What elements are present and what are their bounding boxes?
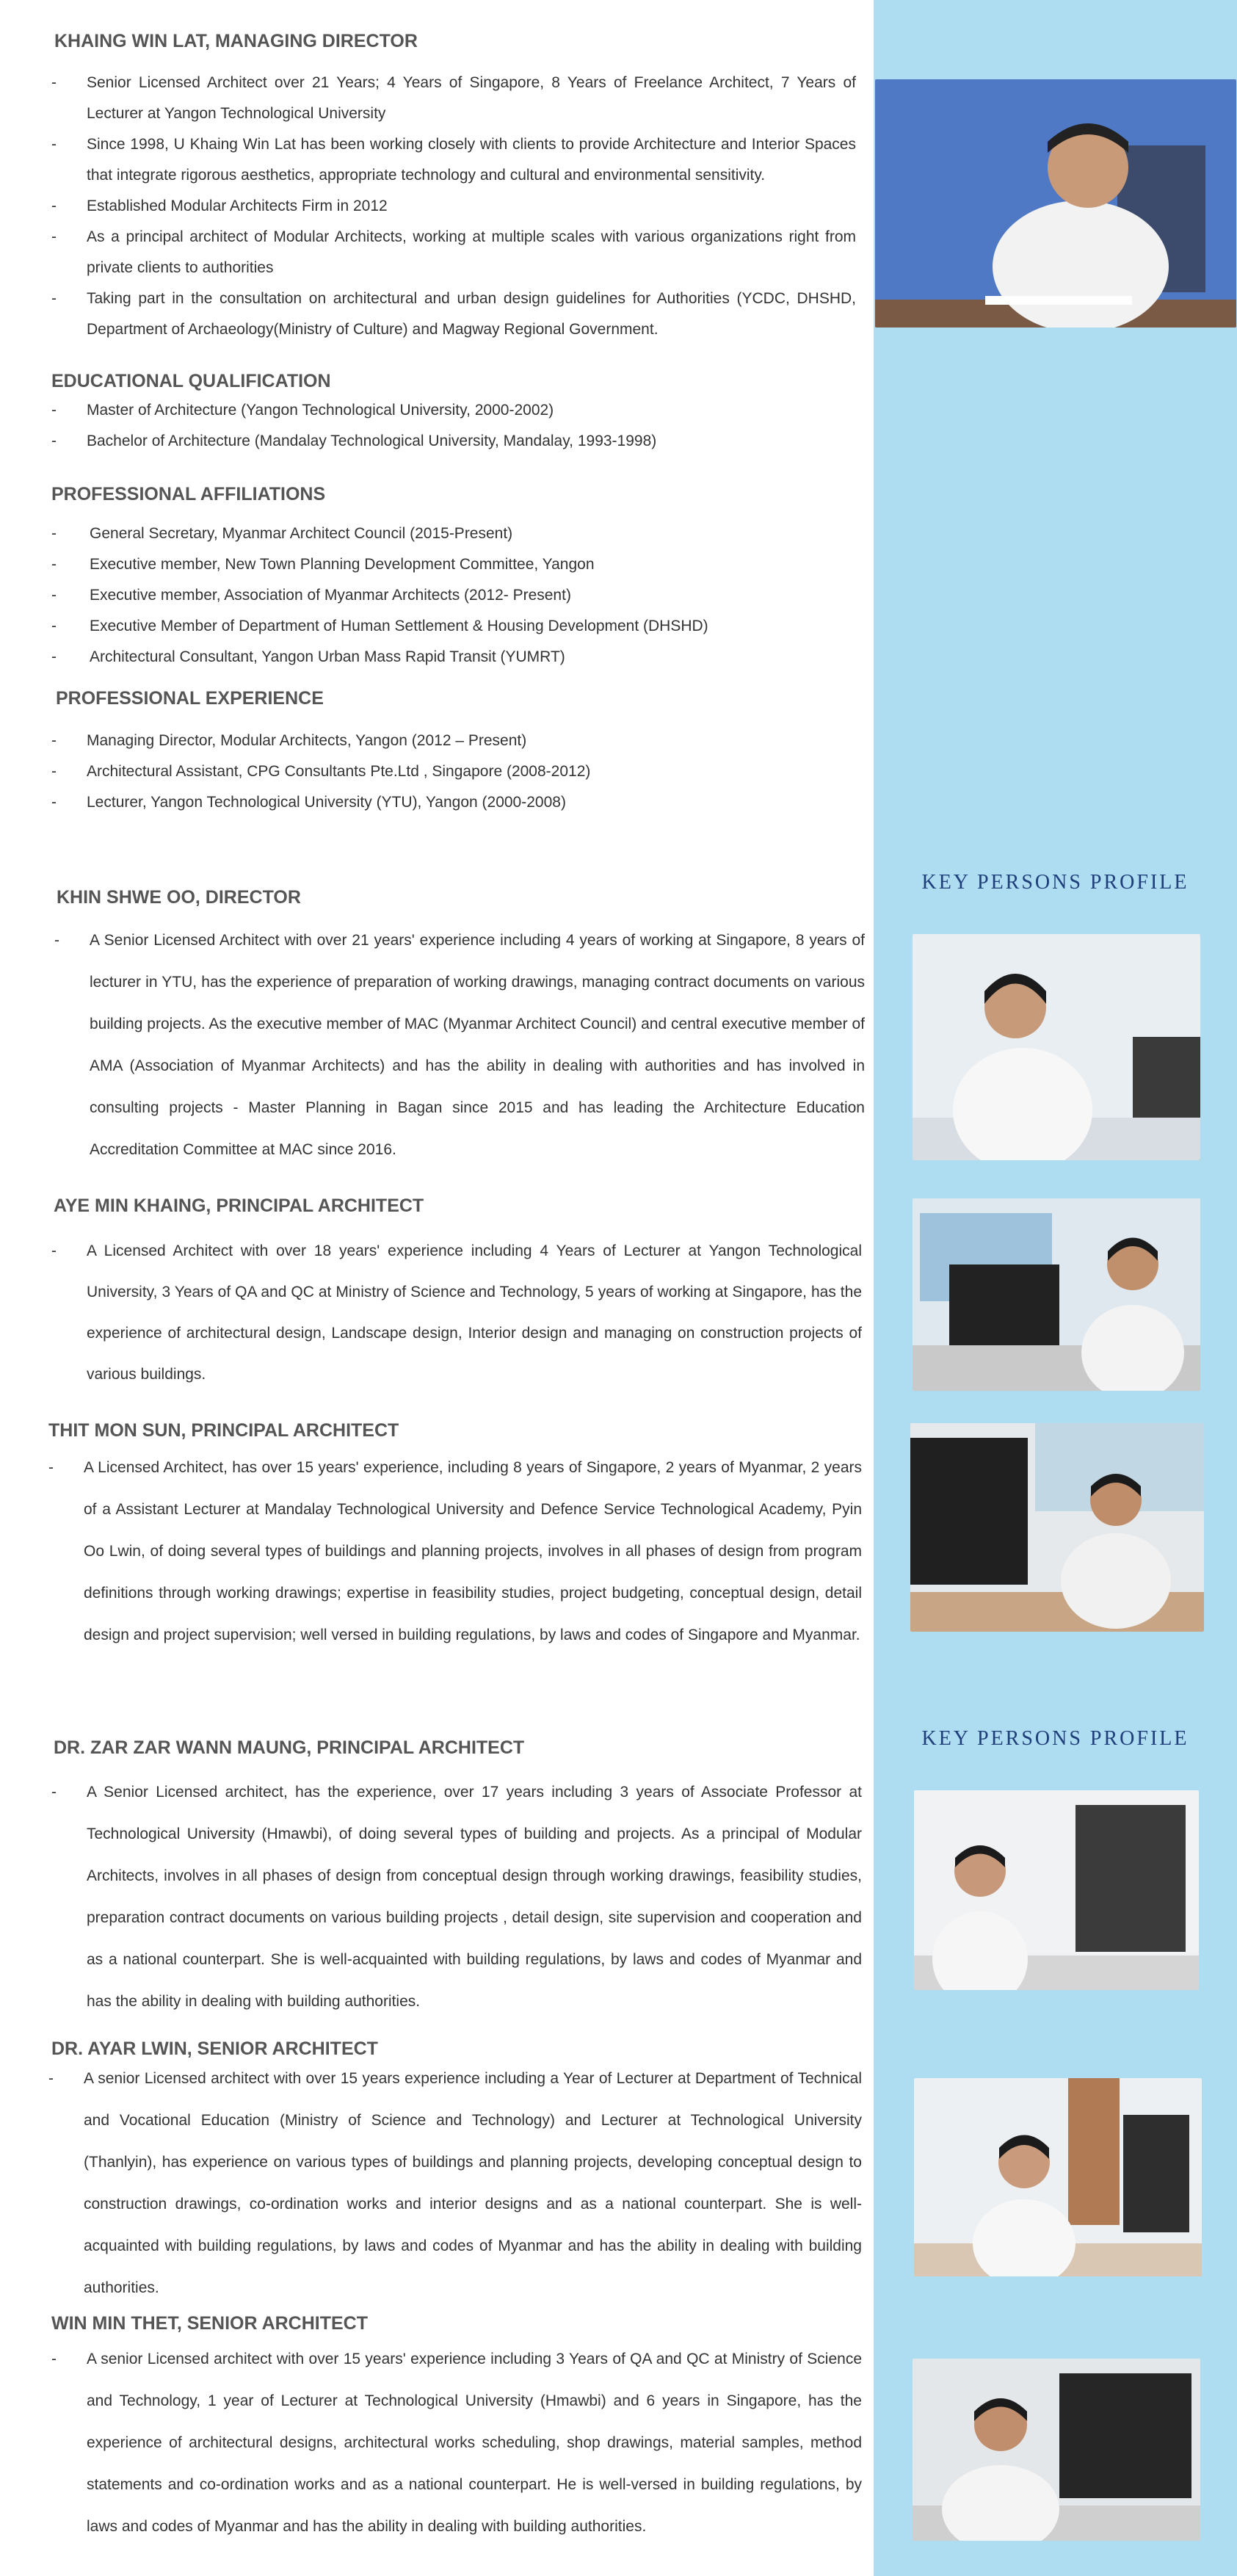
person-heading: THIT MON SUN, PRINCIPAL ARCHITECT [48, 1420, 399, 1441]
ayar-lwin-photo [914, 2078, 1202, 2276]
managing-director-heading: KHAING WIN LAT, MANAGING DIRECTOR [54, 31, 418, 51]
person-description [48, 1447, 862, 1656]
person-description [54, 919, 865, 1171]
khin-shwe-oo-photo [913, 934, 1200, 1160]
managing-director-list [51, 68, 856, 345]
person-heading: AYE MIN KHAING, PRINCIPAL ARCHITECT [54, 1195, 424, 1216]
education-heading: EDUCATIONAL QUALIFICATION [51, 371, 331, 391]
list-item: - Executive member, Association of Myanmar Architects (2012- Present) [51, 580, 856, 611]
zar-zar-wann-maung-photo [914, 1790, 1199, 1990]
list-item: - A senior Licensed architect with over 15 years' experience including 3 Years of QA and QC at Ministry of Science and Technology, 1 year of Lecturer at Technological University (Hmawbi) and 6 years in Singapore, has the experience of architectural designs, architectural works scheduling, shop drawings, material samples, method statements and co-ordination works and as a national counterpart. He is well-versed in building regulations, by laws and codes of Myanmar and has the ability in dealing with building authorities. [51, 2338, 862, 2547]
list-item: - A senior Licensed architect with over 15 years experience including a Year of Lecturer at Department of Technical and Vocational Education (Ministry of Science and Technology) and Lecturer at Technological University (Thanlyin), has experience on various types of buildings and planning projects, developing conceptual design to construction drawings, co-ordination works and interior designs and as a national counterpart. She is well-acquainted with building regulations, by laws and codes of Myanmar and has the ability in dealing with building authorities. [48, 2058, 862, 2309]
person-description [51, 1231, 862, 1395]
key-persons-banner: KEY PERSONS PROFILE [921, 871, 1189, 894]
affiliations-list [51, 518, 856, 673]
thit-mon-sun-photo [910, 1423, 1204, 1632]
list-item: - Executive Member of Department of Human Settlement & Housing Development (DHSHD) [51, 611, 856, 642]
person-description [51, 2338, 862, 2547]
list-item: - A Licensed Architect with over 18 years' experience including 4 Years of Lecturer at Yangon Technological University, 3 Years of QA and QC at Ministry of Science and Technology, 5 years of working at Singapore, has the experience of architectural design, Landscape design, Interior design and managing on construction projects of various buildings. [51, 1231, 862, 1395]
list-item: - Executive member, New Town Planning Development Committee, Yangon [51, 549, 856, 580]
list-item: - As a principal architect of Modular Architects, working at multiple scales with various organizations right from private clients to authorities [51, 222, 856, 283]
list-item: - Since 1998, U Khaing Win Lat has been working closely with clients to provide Architecture and Interior Spaces that integrate rigorous aesthetics, appropriate technology and cultural and environmental sensitivity. [51, 129, 856, 191]
person-heading: KHIN SHWE OO, DIRECTOR [57, 887, 301, 908]
list-item: - A Senior Licensed architect, has the experience, over 17 years including 3 years of Associate Professor at Technological University (Hmawbi), of doing several types of building and projects. As a principal of Modular Architects, involves in all phases of design from conceptual design through working drawings, feasibility studies, preparation contract documents on various building projects , detail design, site supervision and cooperation and as a national counterpart. She is well-acquainted with building regulations, by laws and codes of Myanmar and has the ability in dealing with building authorities. [51, 1771, 862, 2022]
list-item: - Bachelor of Architecture (Mandalay Technological University, Mandalay, 1993-1998) [51, 426, 856, 457]
person-description [51, 1771, 862, 2022]
list-item: - General Secretary, Myanmar Architect Council (2015-Present) [51, 518, 856, 549]
list-item: - Architectural Consultant, Yangon Urban Mass Rapid Transit (YUMRT) [51, 642, 856, 673]
list-item: - Managing Director, Modular Architects, Yangon (2012 – Present) [51, 726, 856, 756]
person-heading: DR. ZAR ZAR WANN MAUNG, PRINCIPAL ARCHITECT [54, 1737, 525, 1758]
affiliations-heading: PROFESSIONAL AFFILIATIONS [51, 484, 326, 504]
person-heading: DR. AYAR LWIN, SENIOR ARCHITECT [51, 2038, 378, 2059]
list-item: - Lecturer, Yangon Technological University (YTU), Yangon (2000-2008) [51, 787, 856, 818]
person-description [48, 2058, 862, 2309]
managing-director-photo [875, 79, 1236, 328]
education-list [51, 395, 856, 457]
key-persons-banner: KEY PERSONS PROFILE [921, 1727, 1189, 1750]
list-item: - Established Modular Architects Firm in 2012 [51, 191, 856, 222]
person-heading: WIN MIN THET, SENIOR ARCHITECT [51, 2313, 369, 2334]
experience-list [51, 726, 856, 818]
experience-heading: PROFESSIONAL EXPERIENCE [56, 688, 324, 709]
list-item: - Senior Licensed Architect over 21 Years; 4 Years of Singapore, 8 Years of Freelance Architect, 7 Years of Lecturer at Yangon Technological University [51, 68, 856, 129]
list-item: - Master of Architecture (Yangon Technological University, 2000-2002) [51, 395, 856, 426]
list-item: - Taking part in the consultation on architectural and urban design guidelines for Authorities (YCDC, DHSHD, Department of Archaeology(Ministry of Culture) and Magway Regional Government. [51, 283, 856, 345]
aye-min-khaing-photo [913, 1198, 1200, 1391]
list-item: - A Licensed Architect, has over 15 years' experience, including 8 years of Singapore, 2 years of Myanmar, 2 years of a Assistant Lecturer at Mandalay Technological University and Defence Service Technological Academy, Pyin Oo Lwin, of doing several types of buildings and planning projects, involves in all phases of design from program definitions through working drawings; expertise in feasibility studies, project budgeting, conceptual design, detail design and project supervision; well versed in building regulations, by laws and codes of Singapore and Myanmar. [48, 1447, 862, 1656]
win-min-thet-photo [913, 2359, 1200, 2541]
list-item: - Architectural Assistant, CPG Consultants Pte.Ltd , Singapore (2008-2012) [51, 756, 856, 787]
list-item: - A Senior Licensed Architect with over 21 years' experience including 4 years of working at Singapore, 8 years of lecturer in YTU, has the experience of preparation of working drawings, managing contract documents on various building projects. As the executive member of MAC (Myanmar Architect Council) and central executive member of AMA (Association of Myanmar Architects) and has the ability in dealing with authorities and has involved in consulting projects - Master Planning in Bagan since 2015 and has leading the Architecture Education Accreditation Committee at MAC since 2016. [54, 919, 865, 1171]
